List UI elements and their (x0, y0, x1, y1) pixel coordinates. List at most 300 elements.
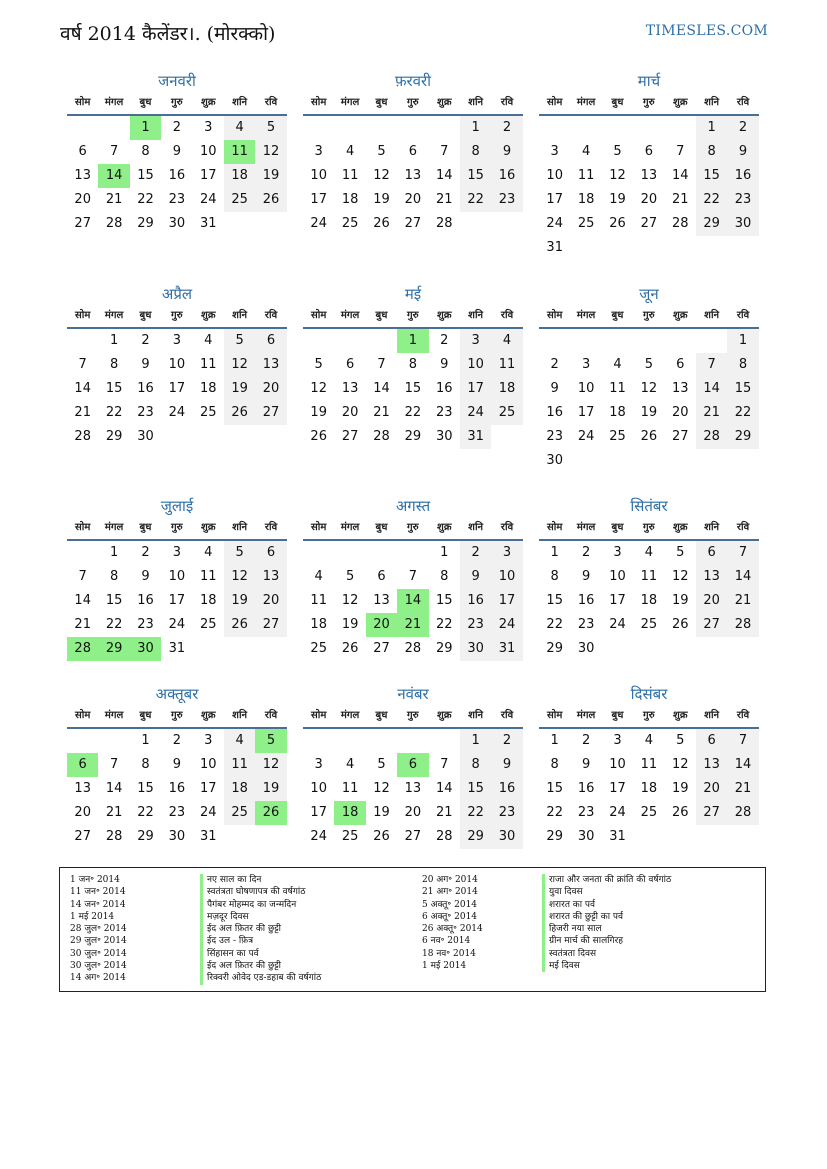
weekday-label: गुरु (171, 97, 183, 108)
day-cell: 24 (460, 401, 491, 425)
weekday-label: सोम (311, 522, 327, 533)
weekday-label: शुक्र (201, 97, 216, 108)
legend-holiday-name: ईद उल - फ़ित्र (200, 935, 321, 947)
holiday-cell: 30 (130, 637, 161, 661)
day-cell: 15 (696, 164, 727, 188)
day-cell: 25 (341, 829, 359, 844)
weekday-label: रवि (736, 310, 750, 321)
empty-cell (366, 729, 397, 753)
legend-date: 14 जन॰ 2014 (70, 899, 126, 910)
day-cell: 13 (640, 168, 658, 183)
day-cell: 1 (440, 545, 449, 560)
empty-cell (570, 329, 601, 353)
day-cell: 7 (408, 569, 417, 584)
day-grid (303, 541, 523, 661)
holiday-legend (59, 867, 766, 992)
day-cell: 12 (224, 565, 255, 589)
weekday-label: गुरु (407, 710, 419, 721)
day-cell: 7 (696, 353, 727, 377)
day-cell: 7 (676, 144, 685, 159)
day-cell: 24 (310, 216, 327, 231)
weekday-label: रवि (264, 310, 278, 321)
day-cell: 14 (727, 565, 758, 589)
weekday-label: शुक्र (437, 97, 452, 108)
day-cell: 12 (255, 140, 286, 164)
day-cell: 27 (255, 401, 286, 425)
day-cell: 8 (141, 757, 150, 772)
day-cell: 26 (373, 829, 390, 844)
day-cell: 21 (671, 192, 689, 207)
day-cell: 22 (696, 188, 727, 212)
day-cell: 29 (435, 641, 453, 656)
day-cell: 15 (105, 593, 123, 608)
day-cell: 7 (440, 144, 449, 159)
day-cell: 23 (435, 405, 453, 420)
day-cell: 19 (609, 192, 626, 207)
day-cell: 22 (137, 805, 154, 820)
day-cell: 6 (644, 144, 653, 159)
day-cell: 25 (224, 801, 255, 825)
legend-date: 1 मई 2014 (422, 961, 467, 972)
day-cell: 26 (671, 805, 689, 820)
weekday-label: रवि (264, 522, 278, 533)
month-name: अप्रैल (161, 285, 193, 303)
day-cell: 15 (546, 593, 563, 608)
day-cell: 18 (577, 192, 595, 207)
day-cell: 8 (440, 569, 449, 584)
day-cell: 8 (727, 353, 758, 377)
day-cell: 21 (105, 805, 123, 820)
day-cell: 17 (609, 781, 626, 796)
day-cell: 25 (199, 405, 217, 420)
day-cell: 8 (109, 569, 119, 584)
legend-date: 14 अग॰ 2014 (70, 973, 126, 984)
day-cell: 19 (224, 377, 255, 401)
day-cell: 2 (460, 541, 491, 565)
weekday-label: मंगल (104, 310, 124, 321)
weekday-label: बुध (611, 522, 624, 533)
day-cell: 24 (577, 429, 595, 444)
month-block (539, 70, 759, 260)
legend-names-col1 (200, 874, 321, 985)
empty-cell (334, 329, 365, 353)
empty-cell (303, 541, 334, 565)
site-link[interactable]: TIMESLES.COM (645, 23, 768, 39)
day-cell: 13 (696, 753, 727, 777)
empty-cell (98, 729, 129, 753)
weekday-header (303, 517, 523, 541)
weekday-label: रवि (736, 97, 750, 108)
day-cell: 8 (109, 357, 119, 372)
legend-date: 30 जुल॰ 2014 (70, 961, 127, 972)
day-cell: 24 (168, 405, 186, 420)
day-cell: 26 (224, 613, 255, 637)
day-cell: 24 (609, 805, 626, 820)
day-cell: 28 (105, 216, 123, 231)
day-cell: 18 (199, 593, 217, 608)
weekday-label: शनि (468, 310, 484, 321)
day-cell: 23 (491, 801, 522, 825)
day-cell: 27 (74, 829, 91, 844)
weekday-label: सोम (311, 310, 327, 321)
day-cell: 11 (341, 168, 359, 183)
holiday-cell: 14 (98, 164, 129, 188)
day-cell: 12 (671, 569, 689, 584)
day-cell: 24 (168, 617, 186, 632)
day-cell: 16 (577, 593, 595, 608)
day-cell: 16 (168, 168, 186, 183)
day-cell: 16 (435, 381, 453, 396)
day-cell: 26 (640, 429, 658, 444)
day-cell: 17 (577, 405, 595, 420)
day-cell: 16 (460, 589, 491, 613)
empty-cell (67, 729, 98, 753)
day-cell: 27 (341, 429, 359, 444)
weekday-label: सोम (311, 710, 327, 721)
day-cell: 30 (137, 429, 154, 444)
holiday-cell: 21 (397, 613, 428, 637)
day-cell: 27 (404, 216, 422, 231)
day-cell: 7 (109, 757, 119, 772)
day-cell: 13 (255, 565, 286, 589)
day-cell: 5 (676, 733, 685, 748)
weekday-label: शनि (232, 522, 248, 533)
weekday-label: शनि (468, 522, 484, 533)
day-cell: 16 (137, 381, 154, 396)
empty-cell (67, 329, 98, 353)
day-cell: 27 (640, 216, 658, 231)
day-grid (539, 329, 759, 473)
day-cell: 13 (404, 781, 422, 796)
day-cell: 26 (341, 641, 359, 656)
month-block (303, 283, 523, 449)
day-cell: 17 (546, 192, 563, 207)
weekday-label: शनि (704, 522, 720, 533)
day-cell: 3 (581, 357, 591, 372)
empty-cell (366, 541, 397, 565)
weekday-label: गुरु (407, 310, 419, 321)
day-cell: 2 (581, 733, 591, 748)
day-cell: 22 (404, 405, 422, 420)
legend-date: 6 अक्तू॰ 2014 (422, 911, 478, 922)
legend-dates-col2 (422, 874, 483, 972)
day-cell: 21 (105, 192, 123, 207)
day-cell: 15 (460, 164, 491, 188)
day-cell: 25 (609, 429, 626, 444)
day-cell: 9 (172, 144, 181, 159)
day-cell: 30 (491, 825, 522, 849)
day-cell: 6 (255, 329, 286, 353)
day-cell: 9 (491, 140, 522, 164)
weekday-label: रवि (736, 710, 750, 721)
day-cell: 21 (74, 405, 91, 420)
day-cell: 22 (727, 401, 758, 425)
day-cell: 9 (141, 357, 150, 372)
empty-cell (334, 116, 365, 140)
day-cell: 2 (581, 545, 591, 560)
month-block (539, 683, 759, 849)
day-cell: 18 (609, 405, 626, 420)
weekday-label: शनि (468, 97, 484, 108)
weekday-label: गुरु (171, 522, 183, 533)
day-cell: 14 (671, 168, 689, 183)
day-cell: 6 (408, 144, 417, 159)
day-cell: 23 (137, 405, 154, 420)
day-cell: 9 (581, 569, 591, 584)
day-cell: 25 (640, 805, 658, 820)
legend-date: 11 जन॰ 2014 (70, 887, 126, 898)
day-cell: 29 (727, 425, 758, 449)
weekday-label: बुध (375, 522, 388, 533)
legend-holiday-name: राजा और जनता की क्रांति की वर्षगांठ (542, 874, 671, 886)
weekday-header (539, 517, 759, 541)
day-cell: 25 (491, 401, 522, 425)
day-cell: 31 (609, 829, 626, 844)
day-cell: 20 (74, 805, 91, 820)
day-cell: 21 (74, 617, 91, 632)
weekday-label: बुध (611, 310, 624, 321)
legend-holiday-name: स्वतंत्रता दिवस (542, 948, 671, 960)
day-cell: 25 (199, 617, 217, 632)
weekday-header (539, 705, 759, 729)
day-cell: 22 (460, 801, 491, 825)
day-cell: 1 (550, 545, 559, 560)
legend-names-col2 (542, 874, 671, 972)
day-grid (67, 329, 287, 449)
day-cell: 4 (314, 569, 323, 584)
day-cell: 30 (168, 829, 186, 844)
day-cell: 5 (224, 541, 255, 565)
weekday-label: शनि (232, 97, 248, 108)
legend-date: 18 नव॰ 2014 (422, 948, 476, 959)
day-cell: 7 (727, 729, 758, 753)
day-cell: 11 (640, 569, 658, 584)
day-grid (303, 729, 523, 849)
weekday-label: सोम (547, 710, 563, 721)
day-cell: 19 (224, 589, 255, 613)
holiday-cell: 11 (224, 140, 255, 164)
month-name: अगस्त (395, 497, 431, 515)
day-cell: 28 (727, 613, 758, 637)
day-cell: 18 (341, 192, 359, 207)
day-cell: 11 (341, 781, 359, 796)
legend-dates-col1 (70, 874, 127, 985)
day-cell: 28 (435, 216, 453, 231)
day-cell: 9 (460, 565, 491, 589)
month-block (67, 495, 287, 661)
weekday-label: बुध (611, 97, 624, 108)
day-cell: 16 (491, 777, 522, 801)
day-cell: 18 (491, 377, 522, 401)
day-cell: 31 (199, 216, 217, 231)
day-cell: 29 (696, 212, 727, 236)
day-cell: 12 (671, 757, 689, 772)
legend-date: 29 जुल॰ 2014 (70, 936, 127, 947)
day-cell: 29 (460, 825, 491, 849)
legend-holiday-name: मई दिवस (542, 960, 671, 972)
day-cell: 3 (491, 541, 522, 565)
day-cell: 10 (168, 569, 186, 584)
weekday-label: सोम (75, 710, 91, 721)
day-grid (539, 729, 759, 849)
empty-cell (539, 329, 570, 353)
day-cell: 9 (141, 569, 150, 584)
day-cell: 19 (255, 777, 286, 801)
weekday-label: रवि (500, 97, 514, 108)
day-cell: 28 (727, 801, 758, 825)
day-cell: 4 (644, 733, 653, 748)
day-cell: 27 (671, 429, 689, 444)
empty-cell (397, 729, 428, 753)
day-cell: 23 (491, 188, 522, 212)
day-cell: 4 (644, 545, 653, 560)
weekday-header (303, 705, 523, 729)
day-grid (67, 729, 287, 849)
empty-cell (602, 116, 633, 140)
legend-date: 1 मई 2014 (70, 911, 115, 922)
day-cell: 26 (255, 188, 286, 212)
month-block (539, 495, 759, 661)
day-cell: 20 (255, 589, 286, 613)
weekday-label: बुध (375, 310, 388, 321)
empty-cell (67, 116, 98, 140)
day-cell: 17 (199, 168, 217, 183)
holiday-cell: 29 (98, 637, 129, 661)
day-cell: 23 (460, 613, 491, 637)
day-cell: 5 (644, 357, 653, 372)
day-cell: 8 (460, 753, 491, 777)
weekday-header (539, 92, 759, 116)
weekday-label: सोम (75, 97, 91, 108)
weekday-label: शुक्र (673, 310, 688, 321)
day-cell: 13 (696, 565, 727, 589)
day-cell: 20 (671, 405, 689, 420)
day-cell: 10 (310, 168, 327, 183)
day-cell: 14 (727, 753, 758, 777)
day-cell: 24 (546, 216, 563, 231)
day-cell: 11 (609, 381, 626, 396)
weekday-label: सोम (311, 97, 327, 108)
day-cell: 13 (404, 168, 422, 183)
day-cell: 9 (727, 140, 758, 164)
weekday-label: मंगल (576, 522, 596, 533)
day-cell: 22 (460, 188, 491, 212)
day-cell: 7 (377, 357, 386, 372)
weekday-label: रवि (500, 310, 514, 321)
day-cell: 16 (577, 781, 595, 796)
day-cell: 23 (577, 805, 595, 820)
empty-cell (366, 329, 397, 353)
day-cell: 23 (727, 188, 758, 212)
weekday-label: गुरु (643, 522, 655, 533)
day-cell: 19 (671, 593, 689, 608)
weekday-header (303, 92, 523, 116)
holiday-cell: 1 (130, 116, 161, 140)
day-cell: 24 (199, 805, 217, 820)
day-cell: 11 (577, 168, 595, 183)
weekday-label: मंगल (340, 522, 360, 533)
weekday-label: मंगल (576, 710, 596, 721)
day-cell: 4 (581, 144, 591, 159)
legend-date: 26 अक्तू॰ 2014 (422, 924, 483, 935)
page-title: वर्ष 2014 कैलेंडर।. (मोरक्को) (60, 23, 276, 45)
empty-cell (539, 116, 570, 140)
day-cell: 9 (550, 381, 559, 396)
day-cell: 7 (727, 541, 758, 565)
day-cell: 28 (696, 425, 727, 449)
day-cell: 17 (609, 593, 626, 608)
day-cell: 11 (640, 757, 658, 772)
day-cell: 29 (404, 429, 422, 444)
empty-cell (602, 329, 633, 353)
day-cell: 17 (199, 781, 217, 796)
day-cell: 16 (491, 164, 522, 188)
day-cell: 17 (168, 593, 186, 608)
day-cell: 14 (74, 593, 91, 608)
day-cell: 28 (105, 829, 123, 844)
day-cell: 12 (373, 781, 390, 796)
weekday-label: सोम (547, 97, 563, 108)
day-cell: 17 (460, 377, 491, 401)
day-cell: 13 (74, 168, 91, 183)
day-cell: 1 (696, 116, 727, 140)
day-cell: 9 (581, 757, 591, 772)
day-cell: 29 (546, 829, 563, 844)
day-cell: 6 (676, 357, 685, 372)
day-grid (303, 329, 523, 449)
day-cell: 8 (696, 140, 727, 164)
day-cell: 2 (550, 357, 559, 372)
legend-date: 21 अग॰ 2014 (422, 887, 478, 898)
month-block (67, 683, 287, 849)
month-block (303, 495, 523, 661)
day-cell: 1 (727, 329, 758, 353)
day-cell: 1 (141, 733, 150, 748)
day-cell: 19 (373, 805, 390, 820)
legend-date: 5 अक्तू॰ 2014 (422, 899, 478, 910)
weekday-label: रवि (736, 522, 750, 533)
day-cell: 20 (404, 805, 422, 820)
day-cell: 4 (613, 357, 622, 372)
day-cell: 11 (491, 353, 522, 377)
day-grid (67, 541, 287, 661)
weekday-label: मंगल (104, 522, 124, 533)
day-cell: 14 (373, 381, 390, 396)
day-cell: 23 (577, 617, 595, 632)
weekday-label: गुरु (407, 522, 419, 533)
weekday-label: शनि (232, 310, 248, 321)
day-cell: 12 (310, 381, 327, 396)
legend-holiday-name: ईद अल फ़ितर की छुट्टी (200, 923, 321, 935)
day-cell: 29 (546, 641, 563, 656)
weekday-label: शुक्र (673, 97, 688, 108)
weekday-label: शुक्र (201, 710, 216, 721)
legend-holiday-name: ईद अल फ़ितर की छुट्टी (200, 960, 321, 972)
day-cell: 8 (408, 357, 417, 372)
legend-date: 28 जुल॰ 2014 (70, 924, 127, 935)
day-cell: 26 (224, 401, 255, 425)
day-cell: 19 (640, 405, 658, 420)
weekday-label: गुरु (643, 310, 655, 321)
day-cell: 27 (696, 613, 727, 637)
empty-cell (397, 541, 428, 565)
day-cell: 1 (550, 733, 559, 748)
day-cell: 21 (373, 405, 390, 420)
day-cell: 18 (640, 593, 658, 608)
weekday-label: बुध (611, 710, 624, 721)
day-cell: 31 (199, 829, 217, 844)
empty-cell (633, 329, 664, 353)
